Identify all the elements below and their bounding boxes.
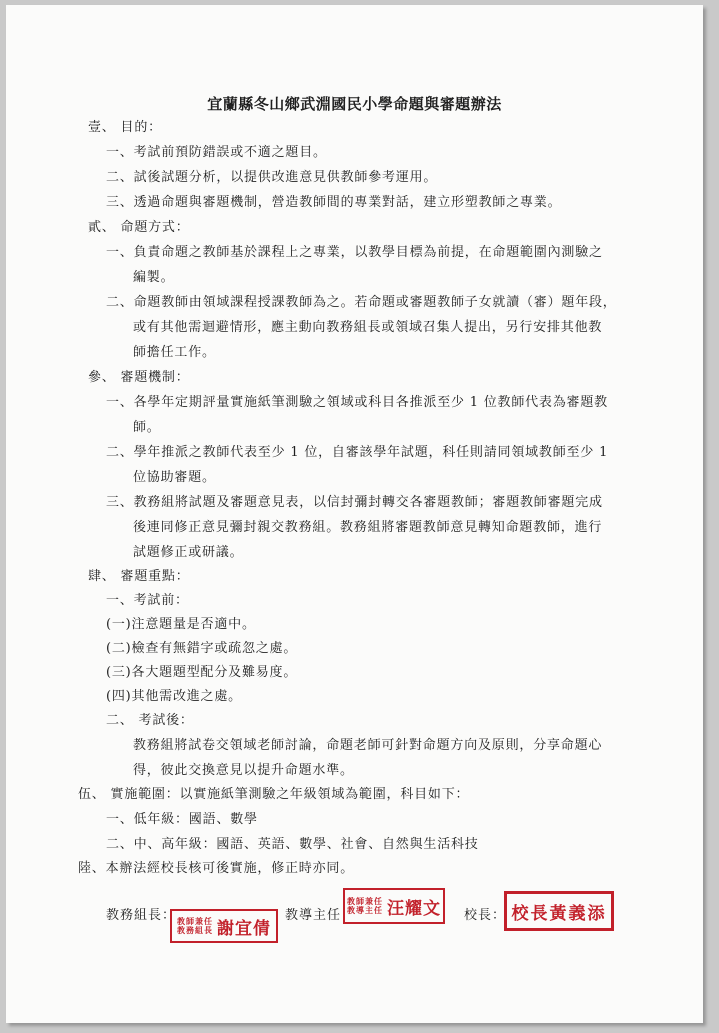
body-line: 一、低年級：國語、數學 <box>106 812 258 827</box>
body-line: 一、負責命題之教師基於課程上之專業，以教學目標為前提，在命題範圍內測驗之 <box>106 245 603 260</box>
dean-label: 教導主任 <box>285 908 342 923</box>
body-line: (三)各大題題型配分及難易度。 <box>106 665 298 680</box>
body-line: 師擔任工作。 <box>133 345 216 360</box>
body-line: (四)其他需改進之處。 <box>106 689 242 704</box>
dean-stamp <box>343 888 445 924</box>
body-line: 師。 <box>133 420 161 435</box>
document-title: 宜蘭縣冬山鄉武淵國民小學命題與審題辦法 <box>207 95 502 113</box>
stamp-title-line: 教導主任 <box>347 905 383 915</box>
section-heading-6: 陸、本辦法經校長核可後實施，修正時亦同。 <box>78 861 355 876</box>
section-heading-1: 壹、 目的： <box>88 120 162 135</box>
body-line: 二、 考試後： <box>106 713 194 728</box>
body-line: 後連同修正意見彌封親交教務組。教務組將審題教師意見轉知命題教師，進行 <box>133 520 603 535</box>
stamp-title-line: 教務組長 <box>177 925 213 935</box>
body-line: 教務組將試卷交領域老師討論，命題老師可針對命題方向及原則，分享命題心 <box>133 738 603 753</box>
body-line: 編製。 <box>133 270 175 285</box>
academic-director-label: 教務組長： <box>106 908 177 923</box>
body-line: (二)檢查有無錯字或疏忽之處。 <box>106 641 298 656</box>
academic-director-stamp <box>170 909 278 943</box>
body-line: 得，彼此交換意見以提升命題水準。 <box>133 763 354 778</box>
body-line: 二、命題教師由領域課程授課教師為之。若命題或審題教師子女就讀（審）題年段， <box>106 295 617 310</box>
stamp-name: 校長黃義添 <box>511 903 607 924</box>
body-line: 二、試後試題分析，以提供改進意見供教師參考運用。 <box>106 170 438 185</box>
stamp-name: 汪耀文 <box>387 898 441 919</box>
stamp-title-line: 教師兼任 <box>347 896 383 906</box>
body-line: 一、考試前預防錯誤或不適之題目。 <box>106 145 327 160</box>
body-line: 三、透過命題與審題機制，營造教師間的專業對話，建立形塑教師之專業。 <box>106 195 562 210</box>
section-heading-4: 肆、 審題重點： <box>88 569 190 584</box>
section-heading-2: 貳、 命題方式： <box>88 220 190 235</box>
section-heading-3: 參、 審題機制： <box>88 370 190 385</box>
document-page <box>6 5 703 1023</box>
body-line: 位協助審題。 <box>133 470 216 485</box>
body-line: 二、學年推派之教師代表至少 1 位，自審該學年試題，科任則請同領域教師至少 1 <box>106 445 609 460</box>
section-heading-5: 伍、 實施範圍：以實施紙筆測驗之年級領域為範圍，科目如下： <box>78 787 470 802</box>
body-line: 二、中、高年級：國語、英語、數學、社會、自然與生活科技 <box>106 837 479 852</box>
principal-stamp <box>504 891 614 931</box>
body-line: 試題修正或研議。 <box>133 545 244 560</box>
body-line: 三、教務組將試題及審題意見表，以信封彌封轉交各審題教師；審題教師審題完成 <box>106 495 603 510</box>
stamp-title-line: 教師兼任 <box>177 916 213 926</box>
stamp-name: 謝宜倩 <box>217 918 271 939</box>
principal-label: 校長： <box>464 908 507 923</box>
body-line: 一、各學年定期評量實施紙筆測驗之領域或科目各推派至少 1 位教師代表為審題教 <box>106 395 608 410</box>
body-line: 或有其他需迴避情形，應主動向教務組長或領域召集人提出，另行安排其他教 <box>133 320 603 335</box>
body-line: (一)注意題量是否適中。 <box>106 617 256 632</box>
body-line: 一、考試前： <box>106 593 189 608</box>
